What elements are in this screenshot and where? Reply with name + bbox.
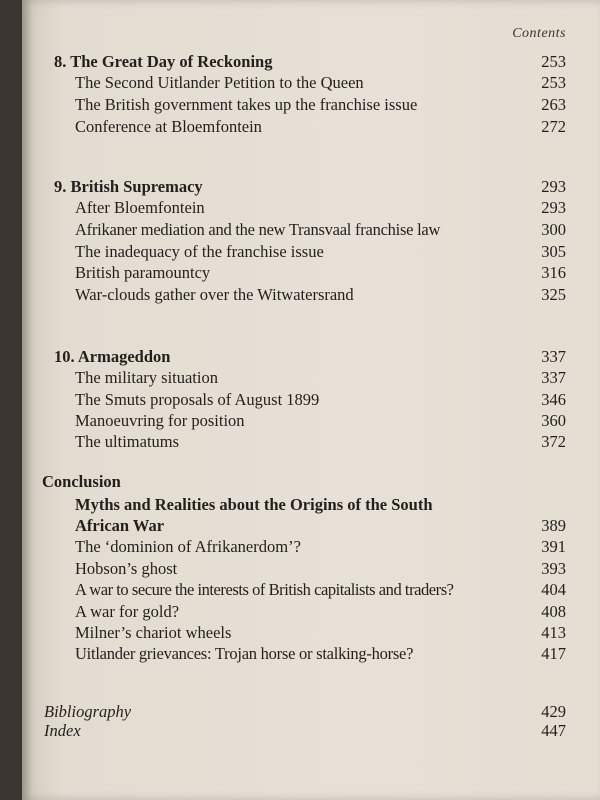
section-title: Manoeuvring for position	[75, 411, 245, 430]
toc-section	[22, 241, 600, 263]
toc-section	[22, 643, 600, 665]
section-title: After Bloemfontein	[75, 198, 205, 217]
toc-conclusion-heading	[22, 471, 600, 493]
toc-section	[22, 197, 600, 219]
page-number: 393	[541, 559, 566, 578]
page-number: 408	[541, 602, 566, 621]
page-number: 389	[541, 516, 566, 535]
page-number: 272	[541, 117, 566, 136]
page-number: 337	[541, 368, 566, 387]
toc-section	[22, 72, 600, 94]
toc-section	[22, 579, 600, 601]
page-number: 325	[541, 285, 566, 304]
toc-chapter-10	[22, 346, 600, 368]
page-number: 429	[541, 702, 566, 721]
page-number: 447	[541, 721, 566, 740]
conclusion-subtitle-line1: Myths and Realities about the Origins of the South	[75, 495, 433, 514]
toc-section	[22, 601, 600, 623]
section-title: Conference at Bloemfontein	[75, 117, 262, 136]
conclusion-heading: Conclusion	[42, 472, 121, 491]
chapter-title	[54, 51, 272, 73]
toc-section	[22, 116, 600, 138]
section-title: Afrikaner mediation and the new Transvaal franchise law	[75, 220, 441, 239]
page-number: 360	[541, 411, 566, 430]
chapter-number: 8.	[54, 52, 67, 71]
section-title: British paramountcy	[75, 263, 211, 282]
section-title: The Second Uitlander Petition to the Queen	[75, 73, 364, 92]
chapter-title	[54, 346, 170, 368]
back-matter-title: Index	[44, 721, 81, 740]
toc-section	[22, 389, 600, 411]
running-head: Contents	[512, 26, 566, 41]
toc-index	[22, 720, 600, 742]
section-title: The ultimatums	[75, 432, 180, 451]
chapter-name: Armageddon	[77, 347, 171, 366]
section-title: A war for gold?	[75, 602, 180, 621]
book-page	[22, 0, 600, 800]
page-number: 337	[541, 347, 566, 366]
chapter-name: The Great Day of Reckoning	[70, 52, 273, 71]
toc-conclusion-subtitle	[22, 515, 600, 537]
page-number: 316	[541, 263, 566, 282]
section-title: A war to secure the interests of British capitalists and traders?	[75, 580, 454, 599]
page-number: 263	[541, 95, 566, 114]
toc-section	[22, 367, 600, 389]
toc-section	[22, 284, 600, 306]
toc-chapter-8	[22, 51, 600, 73]
chapter-name: British Supremacy	[70, 177, 203, 196]
page-number: 253	[541, 52, 566, 71]
page-number: 293	[541, 177, 566, 196]
chapter-number: 10.	[54, 347, 75, 366]
toc-section	[22, 558, 600, 580]
chapter-number: 9.	[54, 177, 67, 196]
back-matter-title: Bibliography	[44, 702, 132, 721]
toc-section	[22, 94, 600, 116]
page-number: 346	[541, 390, 566, 409]
page-number: 413	[541, 623, 566, 642]
section-title: Uitlander grievances: Trojan horse or stalking-horse?	[75, 644, 414, 663]
section-title: Milner’s chariot wheels	[75, 623, 232, 642]
section-title: The Smuts proposals of August 1899	[75, 390, 320, 409]
conclusion-subtitle-line2: African War	[75, 516, 165, 535]
toc-section	[22, 536, 600, 558]
toc-conclusion-subtitle	[22, 494, 600, 516]
toc-section	[22, 622, 600, 644]
section-title: The military situation	[75, 368, 218, 387]
toc-section	[22, 262, 600, 284]
toc-section	[22, 410, 600, 432]
section-title: The British government takes up the franchise issue	[75, 95, 418, 114]
page-number: 253	[541, 73, 566, 92]
chapter-title	[54, 176, 203, 198]
page-number: 305	[541, 242, 566, 261]
toc-chapter-9	[22, 176, 600, 198]
section-title: War-clouds gather over the Witwatersrand	[75, 285, 354, 304]
page-number: 300	[541, 220, 566, 239]
section-title: The inadequacy of the franchise issue	[75, 242, 324, 261]
toc-section	[22, 431, 600, 453]
page-number: 417	[541, 644, 566, 663]
section-title: The ‘dominion of Afrikanerdom’?	[75, 537, 301, 556]
page-number: 391	[541, 537, 566, 556]
page-number: 404	[541, 580, 566, 599]
toc-section	[22, 219, 600, 241]
page-number: 372	[541, 432, 566, 451]
page-number: 293	[541, 198, 566, 217]
section-title: Hobson’s ghost	[75, 559, 178, 578]
